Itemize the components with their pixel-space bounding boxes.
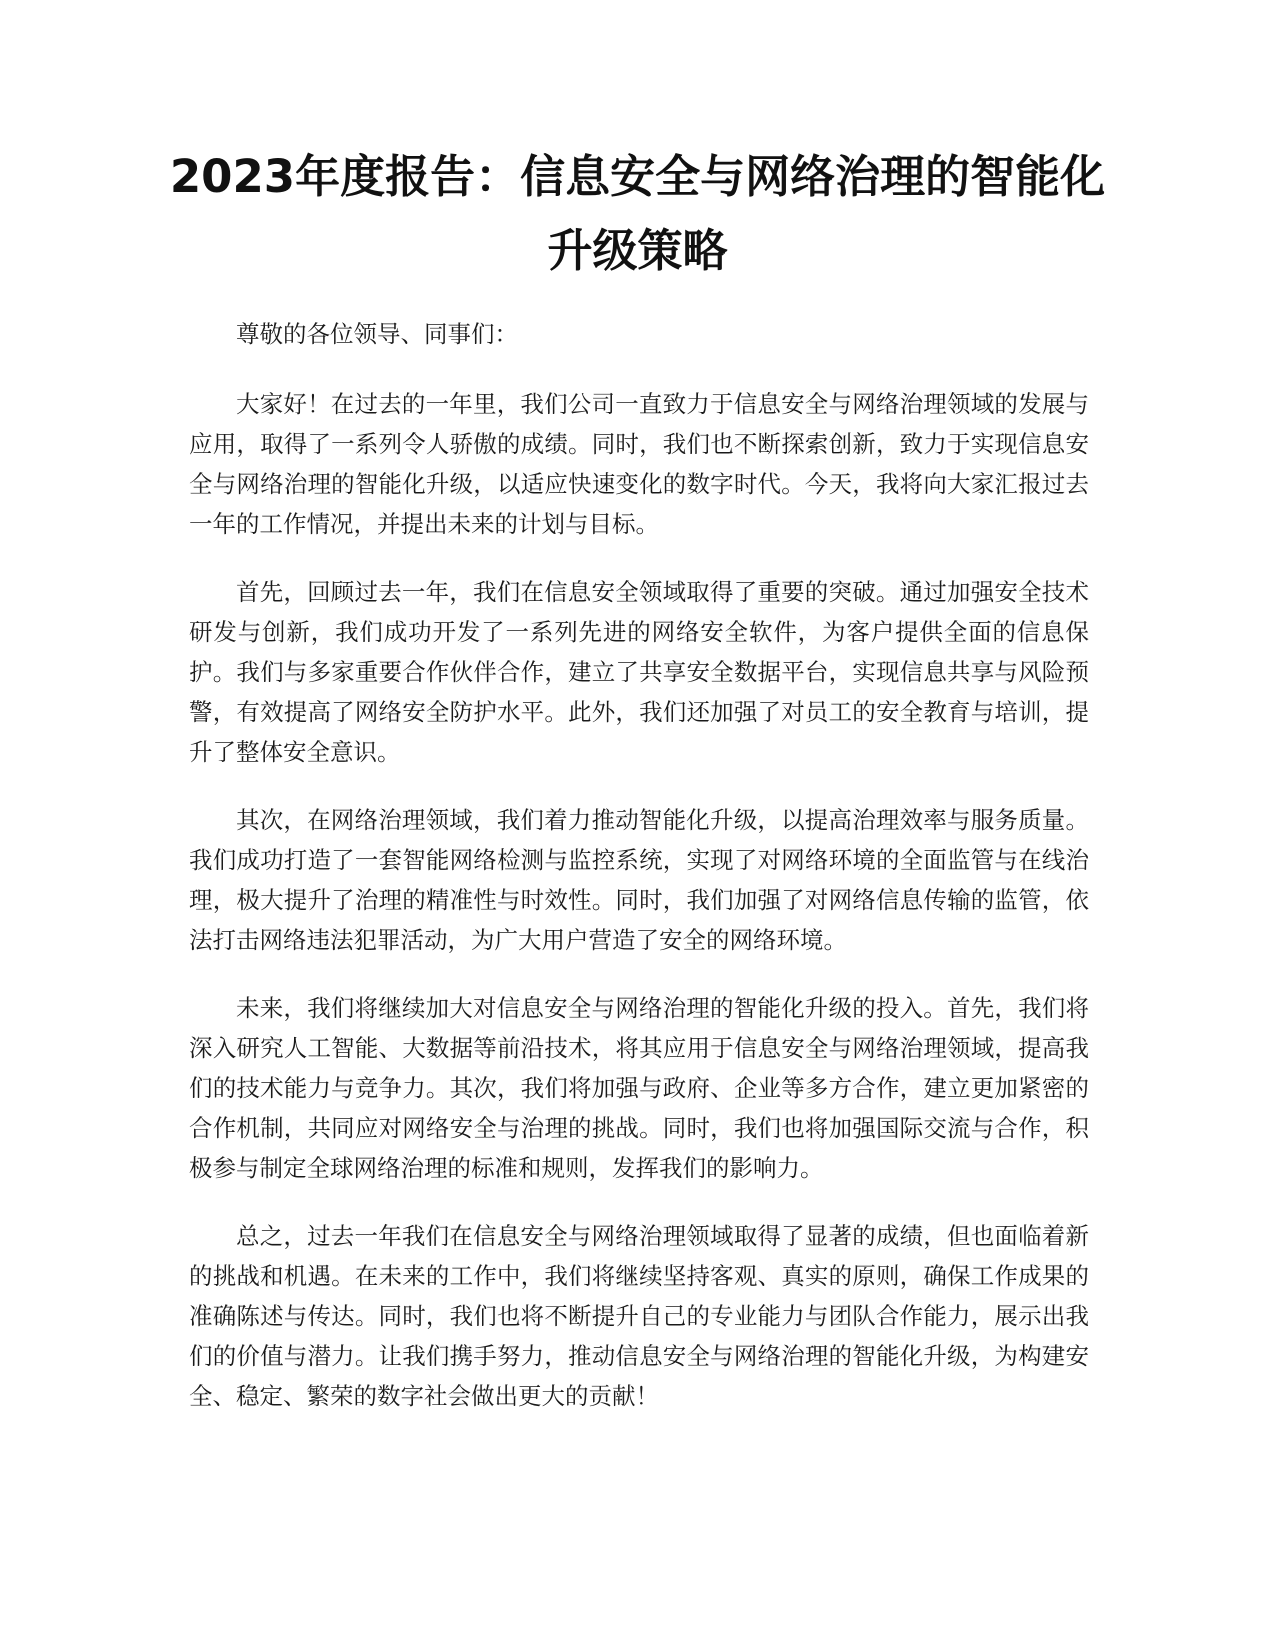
body-paragraph-future: 未来，我们将继续加大对信息安全与网络治理的智能化升级的投入。首先，我们将深入研究人工智能、大数据等前沿技术，将其应用于信息安全与网络治理领域，提高我们的技术能力与竞争力。其次，我们将加强与政府、企业等多方合作，建立更加紧密的合作机制，共同应对网络安全与治理的挑战。同时，我们也将加强国际交流与合作，积极参与制定全球网络治理的标准和规则，发挥我们的影响力。 [189,994,1089,1182]
body-paragraph-security: 首先，回顾过去一年，我们在信息安全领域取得了重要的突破。通过加强安全技术研发与创新，我们成功开发了一系列先进的网络安全软件，为客户提供全面的信息保护。我们与多家重要合作伙伴合作，建立了共享安全数据平台，实现信息共享与风险预警，有效提高了网络安全防护水平。此外，我们还加强了对员工的安全教育与培训，提升了整体安全意识。 [189,578,1089,766]
body-paragraph-conclusion: 总之，过去一年我们在信息安全与网络治理领域取得了显著的成绩，但也面临着新的挑战和机遇。在未来的工作中，我们将继续坚持客观、真实的原则，确保工作成果的准确陈述与传达。同时，我们也将不断提升自己的专业能力与团队合作能力，展示出我们的价值与潜力。让我们携手努力，推动信息安全与网络治理的智能化升级，为构建安全、稳定、繁荣的数字社会做出更大的贡献！ [189,1222,1089,1410]
document-body [189,314,1089,1444]
greeting-paragraph: 尊敬的各位领导、同事们： [236,320,518,348]
body-paragraph-intro: 大家好！在过去的一年里，我们公司一直致力于信息安全与网络治理领域的发展与应用，取得了一系列令人骄傲的成绩。同时，我们也不断探索创新，致力于实现信息安全与网络治理的智能化升级，以适应快速变化的数字时代。今天，我将向大家汇报过去一年的工作情况，并提出未来的计划与目标。 [189,390,1089,538]
body-paragraph-governance: 其次，在网络治理领域，我们着力推动智能化升级，以提高治理效率与服务质量。我们成功打造了一套智能网络检测与监控系统，实现了对网络环境的全面监管与在线治理，极大提升了治理的精准性与时效性。同时，我们加强了对网络信息传输的监管，依法打击网络违法犯罪活动，为广大用户营造了安全的网络环境。 [189,806,1089,954]
document-title: 2023年度报告：信息安全与网络治理的智能化升级策略 [169,150,1106,277]
